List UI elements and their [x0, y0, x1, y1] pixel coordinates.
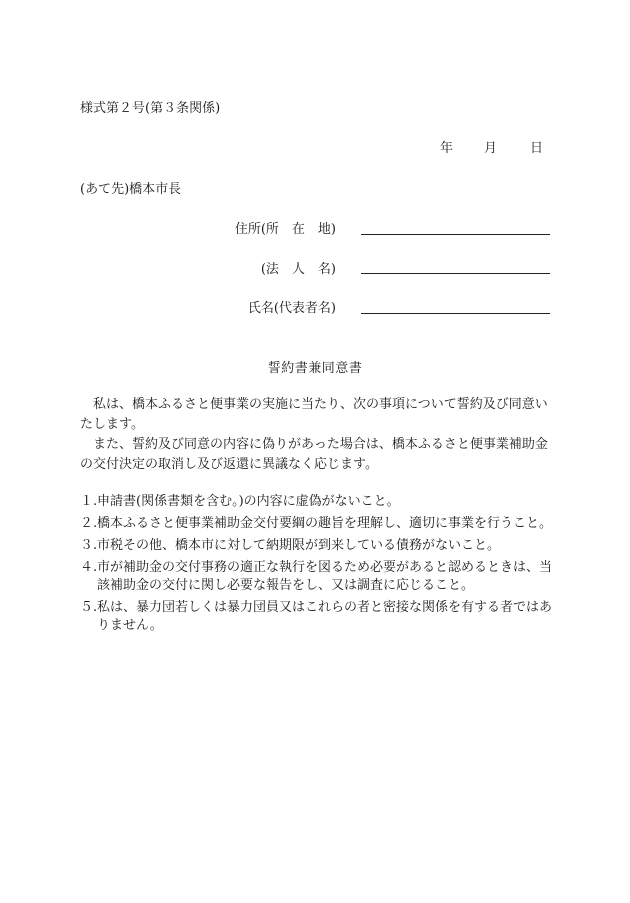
- item-text: 申請書(関係書類を含む。)の内容に虚偽がないこと。: [97, 494, 400, 509]
- item-number: ２.: [80, 516, 98, 531]
- list-item: [80, 515, 552, 533]
- item-text: 私は、暴力団若しくは暴力団員又はこれらの者と密接な関係を有する者ではありません。: [97, 600, 553, 633]
- date-year: 年: [440, 141, 454, 156]
- field-line-name[interactable]: [361, 312, 550, 314]
- date-line: [440, 137, 543, 156]
- date-month: 月: [484, 141, 498, 156]
- date-day: 日: [530, 141, 544, 156]
- item-number: ５.: [80, 600, 98, 615]
- paragraph-pledge: 私は、橋本ふるさと便事業の実施に当たり、次の事項について誓約及び同意いたします。: [80, 397, 548, 432]
- document-title: 誓約書兼同意書: [267, 361, 363, 376]
- item-text: 市税その他、橋本市に対して納期限が到来している債務がないこと。: [97, 538, 501, 553]
- field-label-address: 住所(所 在 地): [234, 222, 336, 237]
- item-number: １.: [80, 494, 98, 509]
- list-item: [80, 599, 552, 635]
- list-item: [80, 559, 552, 595]
- pledge-list: [80, 493, 552, 639]
- field-label-name: 氏名(代表者名): [247, 301, 336, 316]
- list-item: [80, 493, 552, 511]
- form-number: 様式第２号(第３条関係): [80, 101, 221, 116]
- item-number: ４.: [80, 560, 98, 575]
- field-line-address[interactable]: [361, 233, 550, 235]
- item-number: ３.: [80, 538, 98, 553]
- item-text: 橋本ふるさと便事業補助金交付要綱の趣旨を理解し、適切に事業を行うこと。: [97, 516, 553, 531]
- addressee: (あて先)橋本市長: [80, 182, 182, 197]
- field-line-corporation[interactable]: [361, 272, 550, 274]
- field-label-corporation: (法 人 名): [260, 262, 336, 277]
- item-text: 市が補助金の交付事務の適正な執行を図るため必要があると認めるときは、当該補助金の交付に関し必要な報告をし、又は調査に応じること。: [97, 560, 553, 593]
- paragraph-falsehood: また、誓約及び同意の内容に偽りがあった場合は、橋本ふるさと便事業補助金の交付決定の取消し及び返還に異議なく応じます。: [80, 437, 548, 472]
- list-item: [80, 537, 552, 555]
